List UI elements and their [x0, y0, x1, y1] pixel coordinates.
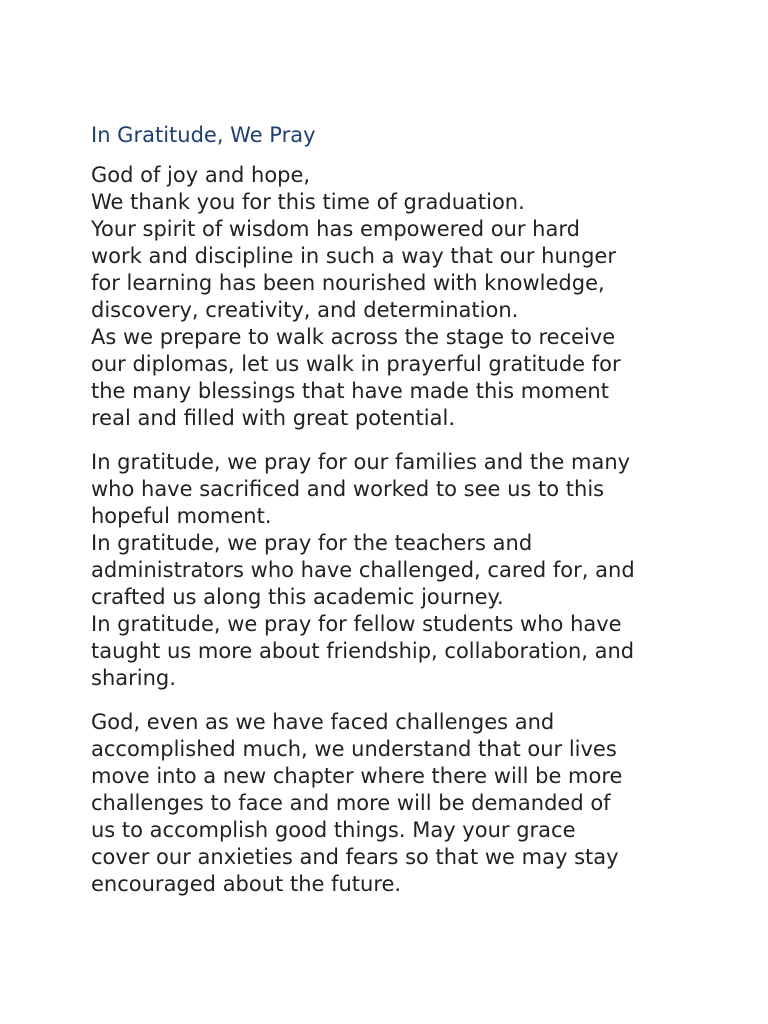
text-line: move into a new chapter where there will be more	[91, 764, 623, 788]
document-title: In Gratitude, We Pray	[91, 123, 316, 147]
text-line: discovery, creativity, and determination.	[91, 298, 519, 322]
text-line: who have sacrificed and worked to see us to this	[91, 477, 605, 501]
paragraph-opening	[91, 162, 691, 432]
text-line: crafted us along this academic journey.	[91, 585, 504, 609]
text-line: God of joy and hope,	[91, 163, 311, 187]
text-line: real and filled with great potential.	[91, 406, 455, 430]
text-line: encouraged about the future.	[91, 872, 402, 896]
paragraph-gratitude	[91, 449, 691, 692]
text-line: the many blessings that have made this moment	[91, 379, 609, 403]
text-line: hopeful moment.	[91, 504, 272, 528]
text-line: In gratitude, we pray for the teachers and	[91, 531, 533, 555]
text-line: challenges to face and more will be demanded of	[91, 791, 611, 815]
paragraph-closing	[91, 709, 691, 898]
text-line: our diplomas, let us walk in prayerful gratitude for	[91, 352, 621, 376]
text-line: work and discipline in such a way that our hunger	[91, 244, 616, 268]
text-line: Your spirit of wisdom has empowered our hard	[91, 217, 580, 241]
text-line: In gratitude, we pray for fellow students who have	[91, 612, 622, 636]
text-line: us to accomplish good things. May your grace	[91, 818, 576, 842]
document-page	[91, 120, 691, 915]
text-line: God, even as we have faced challenges and	[91, 710, 555, 734]
text-line: taught us more about friendship, collaboration, and	[91, 639, 635, 663]
text-line: accomplished much, we understand that our lives	[91, 737, 617, 761]
text-line: In gratitude, we pray for our families and the many	[91, 450, 631, 474]
text-line: sharing.	[91, 666, 176, 690]
text-line: for learning has been nourished with knowledge,	[91, 271, 605, 295]
text-line: As we prepare to walk across the stage to receive	[91, 325, 616, 349]
text-line: cover our anxieties and fears so that we may stay	[91, 845, 619, 869]
text-line: We thank you for this time of graduation.	[91, 190, 525, 214]
text-line: administrators who have challenged, cared for, and	[91, 558, 635, 582]
